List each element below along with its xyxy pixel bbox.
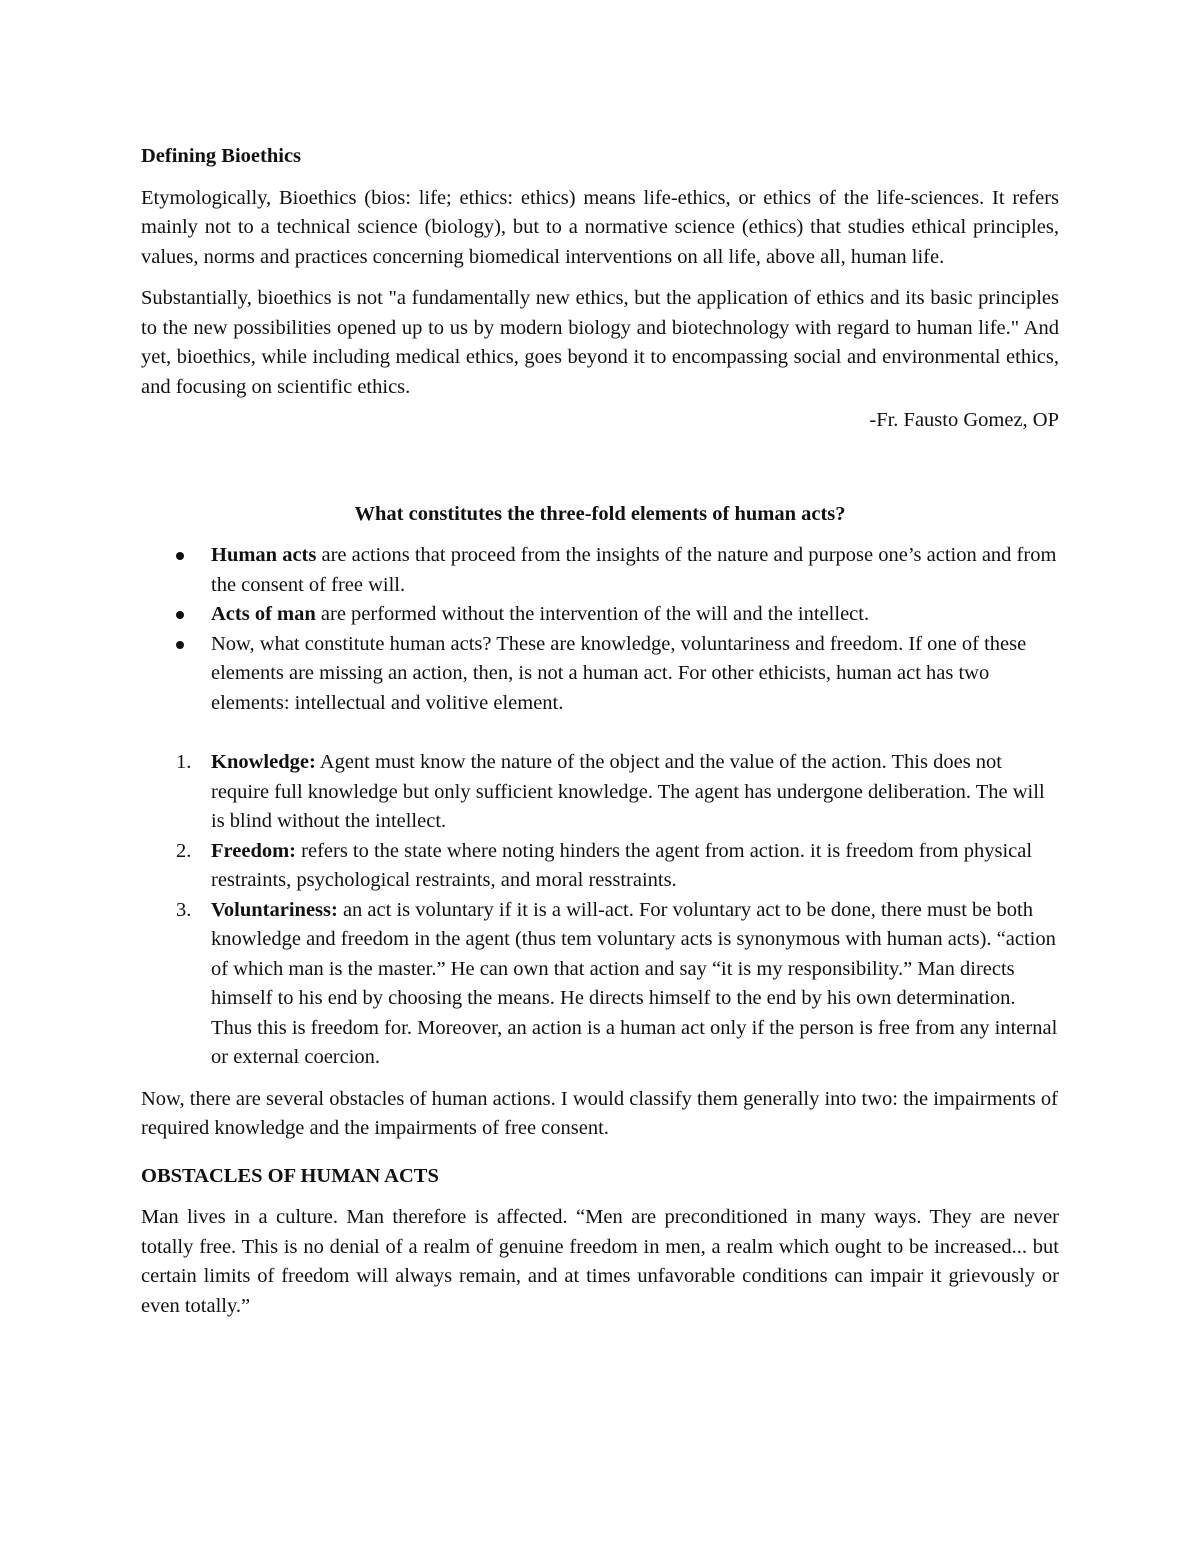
bullet-item [141, 630, 1059, 719]
numbered-list [141, 748, 1059, 1073]
bullet-icon [176, 552, 184, 560]
numbered-item-freedom [141, 837, 1059, 896]
numbered-item-knowledge [141, 748, 1059, 837]
item-number: 1. [176, 751, 192, 773]
paragraph-obstacles-intro: Now, there are several obstacles of human actions. I would classify them generally into two: the impairments of required knowledge and the impairments of free consent. [141, 1087, 1058, 1139]
bullet-term: Human acts [211, 544, 317, 566]
section-heading-defining-bioethics: Defining Bioethics [141, 145, 302, 167]
bullet-text: are actions that proceed from the insights of the nature and purpose one’s action and from the consent of free will. [211, 544, 1057, 596]
numbered-item-voluntariness [141, 896, 1059, 1073]
bullet-text: Now, what constitute human acts? These are knowledge, voluntariness and freedom. If one of these elements are missing an action, then, is not a human act. For other ethicists, human act has two elements: intellectual and volitive element. [211, 632, 1027, 714]
item-number: 3. [176, 898, 192, 921]
section-heading-three-fold-elements: What constitutes the three-fold elements of human acts? [354, 502, 846, 525]
document-body [141, 142, 1059, 1333]
bullet-item [141, 600, 1059, 630]
item-number: 2. [176, 839, 192, 862]
section-heading-obstacles: OBSTACLES OF HUMAN ACTS [141, 1164, 439, 1187]
bullet-list [141, 541, 1059, 718]
item-term: Freedom: [211, 839, 297, 862]
item-text: Agent must know the nature of the object and the value of the action. This does not require full knowledge but only sufficient knowledge. The agent has undergone deliberation. The will is blind without the intellect. [211, 751, 1045, 832]
item-term: Knowledge: [211, 751, 316, 773]
attribution: -Fr. Fausto Gomez, OP [869, 409, 1059, 431]
paragraph-substantially: Substantially, bioethics is not "a fundamentally new ethics, but the application of ethics and its basic principles to the new possibilities opened up to us by modern biology and biotechnology with regard to human life." And yet, bioethics, while including medical ethics, goes beyond it to encompassing social and environmental ethics, and focusing on scientific ethics. [141, 287, 1059, 398]
item-text: refers to the state where noting hinders the agent from action. it is freedom from physical restraints, psychological restraints, and moral resstraints. [211, 839, 1033, 891]
paragraph-culture: Man lives in a culture. Man therefore is affected. “Men are preconditioned in many ways. They are never totally free. This is no denial of a realm of genuine freedom in men, a realm which ought to be increased... but certain limits of freedom will always remain, and at times unfavorable conditions can impair it grievously or even totally.” [141, 1206, 1059, 1317]
bullet-term: Acts of man [211, 603, 316, 625]
paragraph-etymology: Etymologically, Bioethics (bios: life; ethics: ethics) means life-ethics, or ethics of the life-sciences. It refers mainly not to a technical science (biology), but to a normative science (ethics) that studies ethical principles, values, norms and practices concerning biomedical interventions on all life, above all, human life. [141, 186, 1059, 268]
bullet-item [141, 541, 1059, 600]
bullet-icon [176, 641, 184, 649]
item-term: Voluntariness: [211, 898, 338, 921]
bullet-icon [176, 611, 184, 619]
bullet-text: are performed without the intervention of the will and the intellect. [315, 603, 870, 625]
item-text: an act is voluntary if it is a will-act. For voluntary act to be done, there must be both knowledge and freedom in the agent (thus tem voluntary acts is synonymous with human acts). “action of which man is the master.” He can own that action and say “it is my responsibility.” Man directs himself to his end by choosing the means. He directs himself to the end by his own determination. Thus this is freedom for. Moreover, an action is a human act only if the person is free from any internal or external coercion. [211, 898, 1058, 1068]
